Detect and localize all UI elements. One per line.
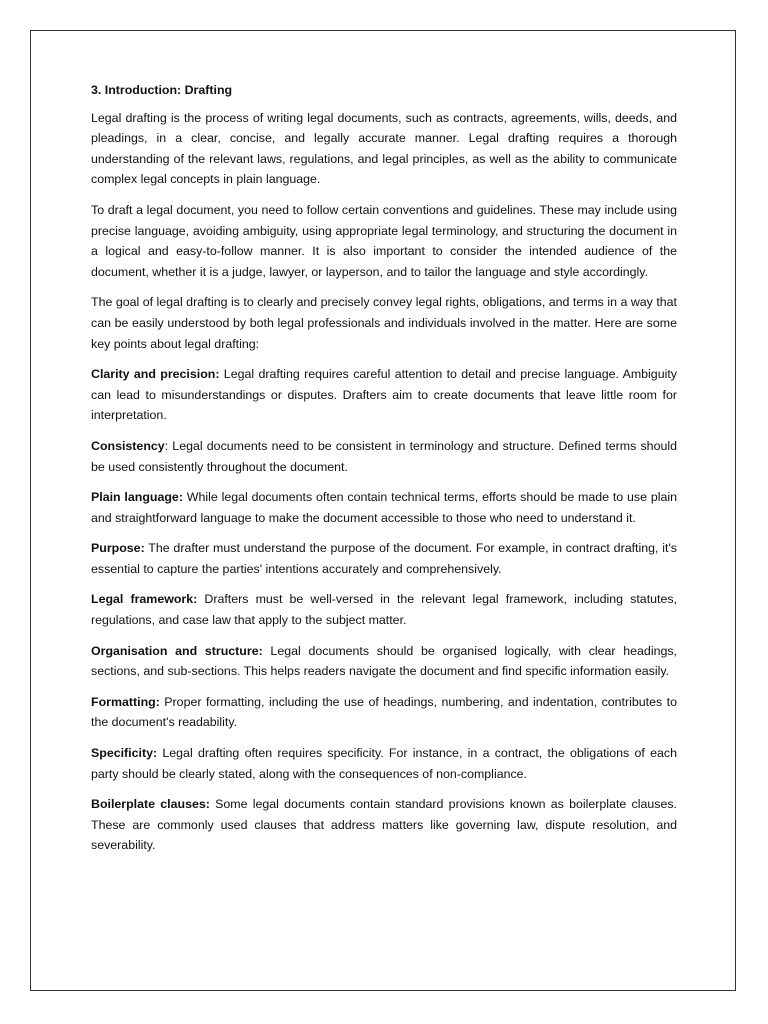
key-point-text: The drafter must understand the purpose of the document. For example, in contract drafting, it's essential to capture the parties' intentions accurately and comprehensively. (91, 541, 677, 576)
key-point-plain-language (91, 487, 677, 528)
key-point-term: Formatting: (91, 694, 160, 709)
key-point-clarity (91, 364, 677, 426)
key-point-text: : Legal documents need to be consistent in terminology and structure. Defined terms should be used consistently throughout the document. (91, 438, 677, 474)
key-point-legal-framework (91, 589, 677, 630)
key-point-consistency (91, 436, 677, 477)
key-point-term: Boilerplate clauses: (91, 797, 210, 812)
key-point-purpose (91, 538, 677, 579)
key-point-text: Drafters must be well-versed in the relevant legal framework, including statutes, regulations, and case law that apply to the subject matter. (91, 592, 678, 628)
key-point-term: Legal framework: (91, 592, 198, 607)
document-content (91, 80, 677, 866)
key-point-term: Clarity and precision: (91, 367, 220, 382)
intro-paragraph: To draft a legal document, you need to follow certain conventions and guidelines. These may include using precise language, avoiding ambiguity, using appropriate legal terminology, and structuring the document in a logical and easy-to-follow manner. It is also important to consider the intended audience of the document, whether it is a judge, lawyer, or layperson, and to tailor the language and style accordingly. (91, 202, 677, 279)
key-point-term: Consistency (91, 438, 165, 453)
key-point-term: Plain language: (91, 490, 183, 505)
key-point-formatting (91, 692, 677, 733)
key-point-specificity (91, 743, 677, 784)
key-point-text: Some legal documents contain standard provisions known as boilerplate clauses. These are commonly used clauses that address matters like governing law, dispute resolution, and severability. (91, 797, 677, 853)
key-point-organisation (91, 641, 677, 682)
document-page (30, 30, 736, 991)
key-point-text: Legal drafting often requires specificity. For instance, in a contract, the obligations of each party should be clearly stated, along with the consequences of non-compliance. (91, 746, 677, 781)
key-point-boilerplate (91, 794, 677, 856)
key-point-text: Proper formatting, including the use of headings, numbering, and indentation, contributes to the document's readability. (91, 694, 677, 730)
key-point-term: Specificity: (91, 746, 158, 761)
intro-paragraph: The goal of legal drafting is to clearly and precisely convey legal rights, obligations, and terms in a way that can be easily understood by both legal professionals and individuals involved in the matter. Here are some key points about legal drafting: (91, 295, 677, 351)
key-point-text: While legal documents often contain technical terms, efforts should be made to use plain and straightforward language to make the document accessible to those who need to understand it. (91, 490, 677, 525)
key-point-term: Organisation and structure: (91, 643, 263, 658)
intro-paragraph: Legal drafting is the process of writing legal documents, such as contracts, agreements, wills, deeds, and pleadings, in a clear, concise, and legally accurate manner. Legal drafting requires a thorough understanding of the relevant laws, regulations, and legal principles, as well as the ability to communicate complex legal concepts in plain language. (91, 110, 677, 187)
key-point-text: Legal drafting requires careful attention to detail and precise language. Ambiguity can lead to misunderstandings or disputes. Drafters aim to create documents that leave little room for interpretation. (91, 367, 677, 423)
key-point-term: Purpose: (91, 541, 145, 556)
section-heading: 3. Introduction: Drafting (91, 83, 233, 97)
key-point-text: Legal documents should be organised logically, with clear headings, sections, and sub-sections. This helps readers navigate the document and find specific information easily. (91, 643, 677, 679)
